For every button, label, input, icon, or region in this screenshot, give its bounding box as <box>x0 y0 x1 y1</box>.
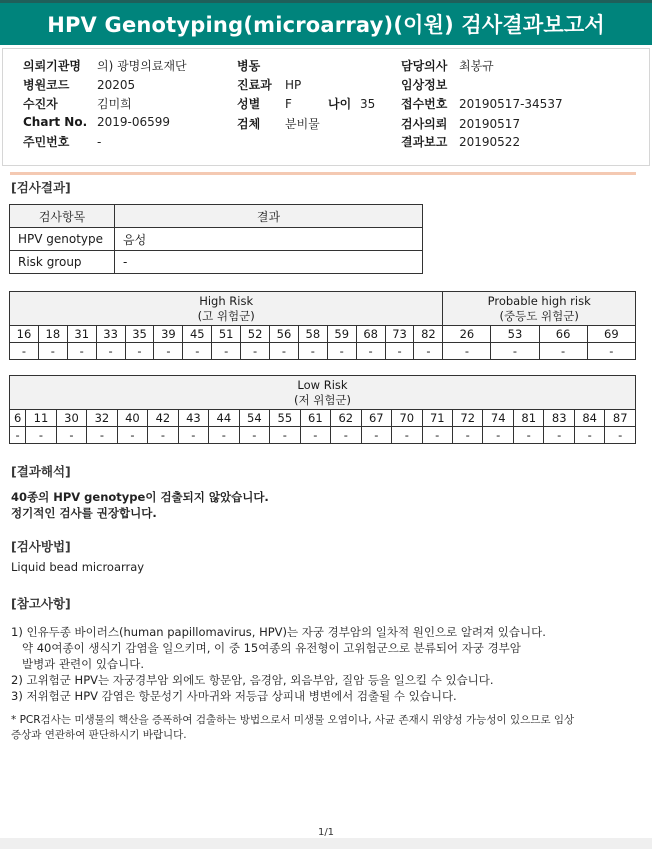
low-risk-group-header <box>10 376 636 410</box>
reference-section-title: [참고사항] <box>11 596 71 611</box>
hpv-result-cell: - <box>183 343 212 360</box>
hpv-type-cell: 61 <box>300 410 330 427</box>
interpret-section-title: [결과해석] <box>11 464 71 479</box>
result-summary-table <box>9 204 423 274</box>
high-risk-group-row <box>10 292 636 326</box>
hpv-type-cell: 42 <box>148 410 178 427</box>
hpv-type-cell: 62 <box>331 410 361 427</box>
hpv-result-cell: - <box>385 343 414 360</box>
chart-no-value: 2019-06599 <box>97 115 171 129</box>
probable-risk-title: Probable high risk <box>487 293 591 308</box>
hospital-code-value: 20205 <box>97 78 136 92</box>
method-section-title: [검사방법] <box>11 539 71 554</box>
hpv-result-cell: - <box>125 343 154 360</box>
clinical-info-label: 임상정보 <box>401 78 448 92</box>
department-value: HP <box>285 78 302 92</box>
result-section-title: [검사결과] <box>11 180 71 195</box>
hpv-result-cell: - <box>56 427 86 444</box>
patient-name-label: 수진자 <box>23 97 58 111</box>
hpv-result-cell: - <box>10 427 26 444</box>
chart-no-label: Chart No. <box>23 115 88 129</box>
hpv-result-cell: - <box>356 343 385 360</box>
hpv-type-cell: 30 <box>56 410 86 427</box>
reference-line-1: 1) 인유두종 바이러스(human papillomavirus, HPV)는 자궁 경부암의 일차적 원인으로 알려져 있습니다. <box>11 625 546 639</box>
probable-risk-subtitle: (중등도 위험군) <box>499 308 579 323</box>
high-risk-group-header <box>10 292 443 326</box>
request-date-label: 검사의뢰 <box>401 117 448 131</box>
sex-value: F <box>285 97 292 111</box>
hpv-type-cell: 69 <box>587 326 635 343</box>
low-risk-subtitle: (저 위험군) <box>293 392 352 407</box>
hpv-type-cell: 33 <box>96 326 125 343</box>
doctor-field <box>401 57 494 74</box>
hpv-type-cell: 74 <box>483 410 513 427</box>
high-risk-result-row <box>10 343 636 360</box>
reference-line-4: 2) 고위험군 HPV는 자궁경부암 외에도 항문암, 음경암, 외음부암, 질암 등을 일으킬 수 있습니다. <box>11 673 494 687</box>
age-field <box>328 95 375 112</box>
resident-id-label: 주민번호 <box>23 135 70 149</box>
hpv-type-cell: 73 <box>385 326 414 343</box>
hpv-type-cell: 35 <box>125 326 154 343</box>
genotype-result: 음성 <box>115 228 423 251</box>
hpv-type-cell: 18 <box>38 326 67 343</box>
section-divider <box>10 172 636 175</box>
hpv-type-cell: 55 <box>270 410 300 427</box>
hpv-type-cell: 67 <box>361 410 391 427</box>
interpret-line-1: 40종의 HPV genotype이 검출되지 않았습니다. <box>11 490 269 504</box>
hpv-result-cell: - <box>539 343 587 360</box>
low-risk-group-row <box>10 376 636 410</box>
hpv-type-cell: 44 <box>209 410 239 427</box>
institution-field <box>23 57 187 74</box>
age-value: 35 <box>360 97 376 111</box>
chart-no-field <box>23 115 170 129</box>
report-date-field <box>401 133 520 150</box>
ward-field <box>237 57 285 74</box>
specimen-field <box>237 115 320 132</box>
hpv-result-cell: - <box>239 427 269 444</box>
hpv-result-cell: - <box>67 343 96 360</box>
hpv-type-cell: 39 <box>154 326 183 343</box>
genotype-item: HPV genotype <box>10 228 115 251</box>
hpv-result-cell: - <box>392 427 422 444</box>
age-label: 나이 <box>328 97 352 111</box>
patient-name-value: 김미희 <box>97 97 132 111</box>
receipt-no-label: 접수번호 <box>401 97 448 111</box>
patient-info-panel <box>2 48 650 166</box>
hpv-type-cell: 70 <box>392 410 422 427</box>
probable-risk-group-header <box>443 292 636 326</box>
hpv-type-cell: 87 <box>605 410 636 427</box>
hpv-result-cell: - <box>178 427 208 444</box>
specimen-value: 분비물 <box>285 117 320 131</box>
reference-line-5: 3) 저위험군 HPV 감염은 항문성기 사마귀와 저등급 상피내 병변에서 검출될 수 있습니다. <box>11 689 457 703</box>
hpv-result-cell: - <box>443 343 491 360</box>
doctor-label: 담당의사 <box>401 59 448 73</box>
hpv-type-cell: 68 <box>356 326 385 343</box>
report-title: HPV Genotyping(microarray)(이원) 검사결과보고서 <box>0 0 652 45</box>
hpv-type-cell: 71 <box>422 410 452 427</box>
high-risk-title: High Risk <box>199 293 254 308</box>
receipt-no-value: 20190517-34537 <box>459 97 563 111</box>
resident-id-field <box>23 133 101 150</box>
hpv-type-cell: 31 <box>67 326 96 343</box>
hpv-result-cell: - <box>513 427 543 444</box>
interpret-line-2: 정기적인 검사를 권장합니다. <box>11 506 157 520</box>
request-date-value: 20190517 <box>459 117 521 131</box>
hpv-result-cell: - <box>270 343 299 360</box>
receipt-no-field <box>401 95 563 112</box>
ward-label: 병동 <box>237 59 261 73</box>
hpv-type-cell: 26 <box>443 326 491 343</box>
low-risk-type-row <box>10 410 636 427</box>
low-risk-title: Low Risk <box>297 377 348 392</box>
hpv-result-cell: - <box>422 427 452 444</box>
risk-group-item: Risk group <box>10 251 115 274</box>
hpv-type-cell: 16 <box>10 326 39 343</box>
col-result-header: 결과 <box>115 205 423 228</box>
hpv-result-cell: - <box>10 343 39 360</box>
hpv-result-cell: - <box>148 427 178 444</box>
reference-line-2: 약 40여종이 생식기 감염을 일으키며, 이 중 15여종의 유전형이 고위험군으로 분류되어 자궁 경부암 <box>11 641 521 655</box>
hpv-type-cell: 32 <box>87 410 117 427</box>
hpv-type-cell: 72 <box>453 410 483 427</box>
hpv-type-cell: 51 <box>212 326 241 343</box>
hpv-type-cell: 58 <box>298 326 327 343</box>
hpv-type-cell: 56 <box>270 326 299 343</box>
table-row <box>10 251 423 274</box>
hpv-result-cell: - <box>331 427 361 444</box>
hpv-result-cell: - <box>574 427 604 444</box>
table-row <box>10 228 423 251</box>
risk-group-result: - <box>115 251 423 274</box>
hpv-result-cell: - <box>327 343 356 360</box>
hpv-result-cell: - <box>483 427 513 444</box>
specimen-label: 검체 <box>237 117 261 131</box>
hpv-result-cell: - <box>298 343 327 360</box>
hpv-result-cell: - <box>453 427 483 444</box>
department-field <box>237 76 301 93</box>
hpv-result-cell: - <box>26 427 56 444</box>
hpv-result-cell: - <box>544 427 574 444</box>
high-risk-table <box>9 291 636 360</box>
hospital-code-label: 병원코드 <box>23 78 70 92</box>
hpv-result-cell: - <box>38 343 67 360</box>
hpv-result-cell: - <box>209 427 239 444</box>
sex-label: 성별 <box>237 97 261 111</box>
hpv-result-cell: - <box>212 343 241 360</box>
report-date-label: 결과보고 <box>401 135 448 149</box>
page-number: 1/1 <box>317 827 335 838</box>
reference-line-3: 발병과 관련이 있습니다. <box>11 657 145 671</box>
resident-id-value: - <box>97 135 102 149</box>
doctor-value: 최봉규 <box>459 59 494 73</box>
summary-header-row <box>10 205 423 228</box>
hpv-type-cell: 6 <box>10 410 26 427</box>
hpv-type-cell: 45 <box>183 326 212 343</box>
method-text: Liquid bead microarray <box>11 560 145 574</box>
low-risk-result-row <box>10 427 636 444</box>
patient-name-field <box>23 95 132 112</box>
hpv-type-cell: 53 <box>491 326 539 343</box>
hpv-type-cell: 54 <box>239 410 269 427</box>
department-label: 진료과 <box>237 78 272 92</box>
hpv-result-cell: - <box>491 343 539 360</box>
pcr-note-line-2: 증상과 연관하여 판단하시기 바랍니다. <box>11 729 187 741</box>
clinical-info-field <box>401 76 459 93</box>
hpv-result-cell: - <box>96 343 125 360</box>
hpv-result-cell: - <box>154 343 183 360</box>
low-risk-table <box>9 375 636 444</box>
hpv-result-cell: - <box>414 343 443 360</box>
high-risk-type-row <box>10 326 636 343</box>
hpv-type-cell: 52 <box>241 326 270 343</box>
hpv-result-cell: - <box>117 427 147 444</box>
hpv-result-cell: - <box>361 427 391 444</box>
hospital-code-field <box>23 76 135 93</box>
col-item-header: 검사항목 <box>10 205 115 228</box>
hpv-result-cell: - <box>241 343 270 360</box>
hpv-type-cell: 66 <box>539 326 587 343</box>
hpv-type-cell: 84 <box>574 410 604 427</box>
hpv-type-cell: 82 <box>414 326 443 343</box>
sex-field <box>237 95 292 112</box>
high-risk-subtitle: (고 위험군) <box>197 308 255 323</box>
institution-value: 의) 광명의료재단 <box>97 59 187 73</box>
request-date-field <box>401 115 520 132</box>
page-footer-bar <box>0 838 652 849</box>
hpv-type-cell: 83 <box>544 410 574 427</box>
hpv-result-cell: - <box>300 427 330 444</box>
hpv-result-cell: - <box>587 343 635 360</box>
hpv-type-cell: 40 <box>117 410 147 427</box>
pcr-note-line-1: * PCR검사는 미생물의 핵산을 증폭하여 검출하는 방법으로서 미생물 오염이나, 사균 존재시 위양성 가능성이 있으므로 임상 <box>11 714 575 726</box>
hpv-result-cell: - <box>270 427 300 444</box>
hpv-type-cell: 81 <box>513 410 543 427</box>
institution-label: 의뢰기관명 <box>23 59 81 73</box>
hpv-type-cell: 43 <box>178 410 208 427</box>
hpv-result-cell: - <box>87 427 117 444</box>
hpv-type-cell: 11 <box>26 410 56 427</box>
hpv-type-cell: 59 <box>327 326 356 343</box>
hpv-result-cell: - <box>605 427 636 444</box>
report-date-value: 20190522 <box>459 135 521 149</box>
